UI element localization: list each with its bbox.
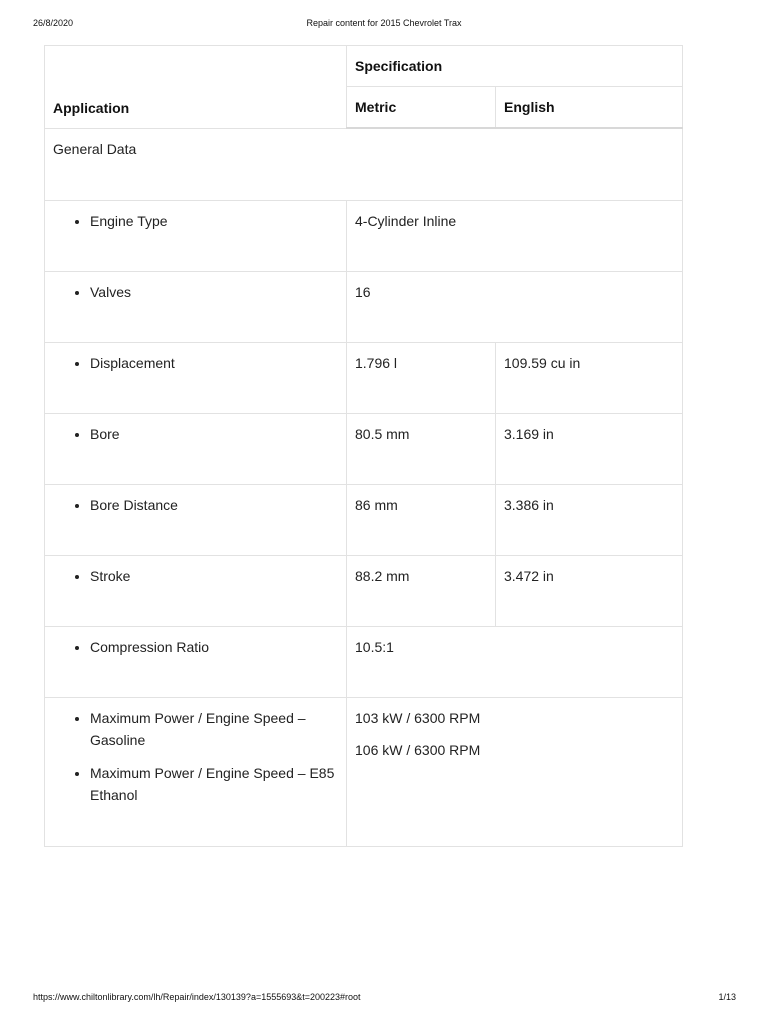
table-row <box>45 200 683 271</box>
metric-value: 10.5:1 <box>347 626 683 697</box>
table-row <box>45 484 683 555</box>
table-row <box>45 555 683 626</box>
metric-value-cell <box>347 697 683 846</box>
application-cell <box>45 413 347 484</box>
application-cell <box>45 626 347 697</box>
table-row <box>45 626 683 697</box>
application-item: • Bore Distance <box>90 494 338 516</box>
header-specification: Specification <box>347 46 683 87</box>
metric-value: 16 <box>347 271 683 342</box>
application-item: • Valves <box>90 281 338 303</box>
application-cell <box>45 555 347 626</box>
metric-value: 103 kW / 6300 RPM <box>355 709 481 726</box>
metric-value: 1.796 l <box>347 342 496 413</box>
application-cell <box>45 271 347 342</box>
application-cell <box>45 342 347 413</box>
application-cell <box>45 697 347 846</box>
metric-value: 80.5 mm <box>347 413 496 484</box>
print-date: 26/8/2020 <box>33 18 74 28</box>
application-item: • Stroke <box>90 565 338 587</box>
header-application: Application <box>45 46 347 129</box>
page-url: https://www.chiltonlibrary.com/lh/Repair/index/130139?a=1555693&t=200223#root <box>33 992 361 1002</box>
section-general-data: General Data <box>45 128 683 200</box>
section-row-general <box>45 128 683 200</box>
metric-value: 106 kW / 6300 RPM <box>355 741 481 758</box>
table-row <box>45 342 683 413</box>
english-value: 109.59 cu in <box>496 342 683 413</box>
metric-value: 86 mm <box>347 484 496 555</box>
application-item: • Compression Ratio <box>90 636 338 658</box>
document-title: Repair content for 2015 Chevrolet Trax <box>306 18 462 28</box>
application-item: • Engine Type <box>90 210 338 232</box>
specification-table <box>44 45 683 847</box>
table-row <box>45 271 683 342</box>
english-value: 3.386 in <box>496 484 683 555</box>
table-row <box>45 413 683 484</box>
print-header <box>0 18 768 32</box>
english-value: 3.472 in <box>496 555 683 626</box>
print-footer <box>0 992 768 1006</box>
english-value: 3.169 in <box>496 413 683 484</box>
page-number: 1/13 <box>718 992 736 1002</box>
application-item: • Maximum Power / Engine Speed – E85 Ethanol <box>90 762 338 806</box>
header-english: English <box>496 87 683 129</box>
header-metric: Metric <box>347 87 496 129</box>
metric-value: 88.2 mm <box>347 555 496 626</box>
application-item: • Displacement <box>90 352 338 374</box>
metric-value: 4-Cylinder Inline <box>347 200 683 271</box>
application-item: • Bore <box>90 423 338 445</box>
application-cell <box>45 484 347 555</box>
application-cell <box>45 200 347 271</box>
application-item: • Maximum Power / Engine Speed – Gasoline <box>90 707 338 751</box>
table-row <box>45 697 683 846</box>
